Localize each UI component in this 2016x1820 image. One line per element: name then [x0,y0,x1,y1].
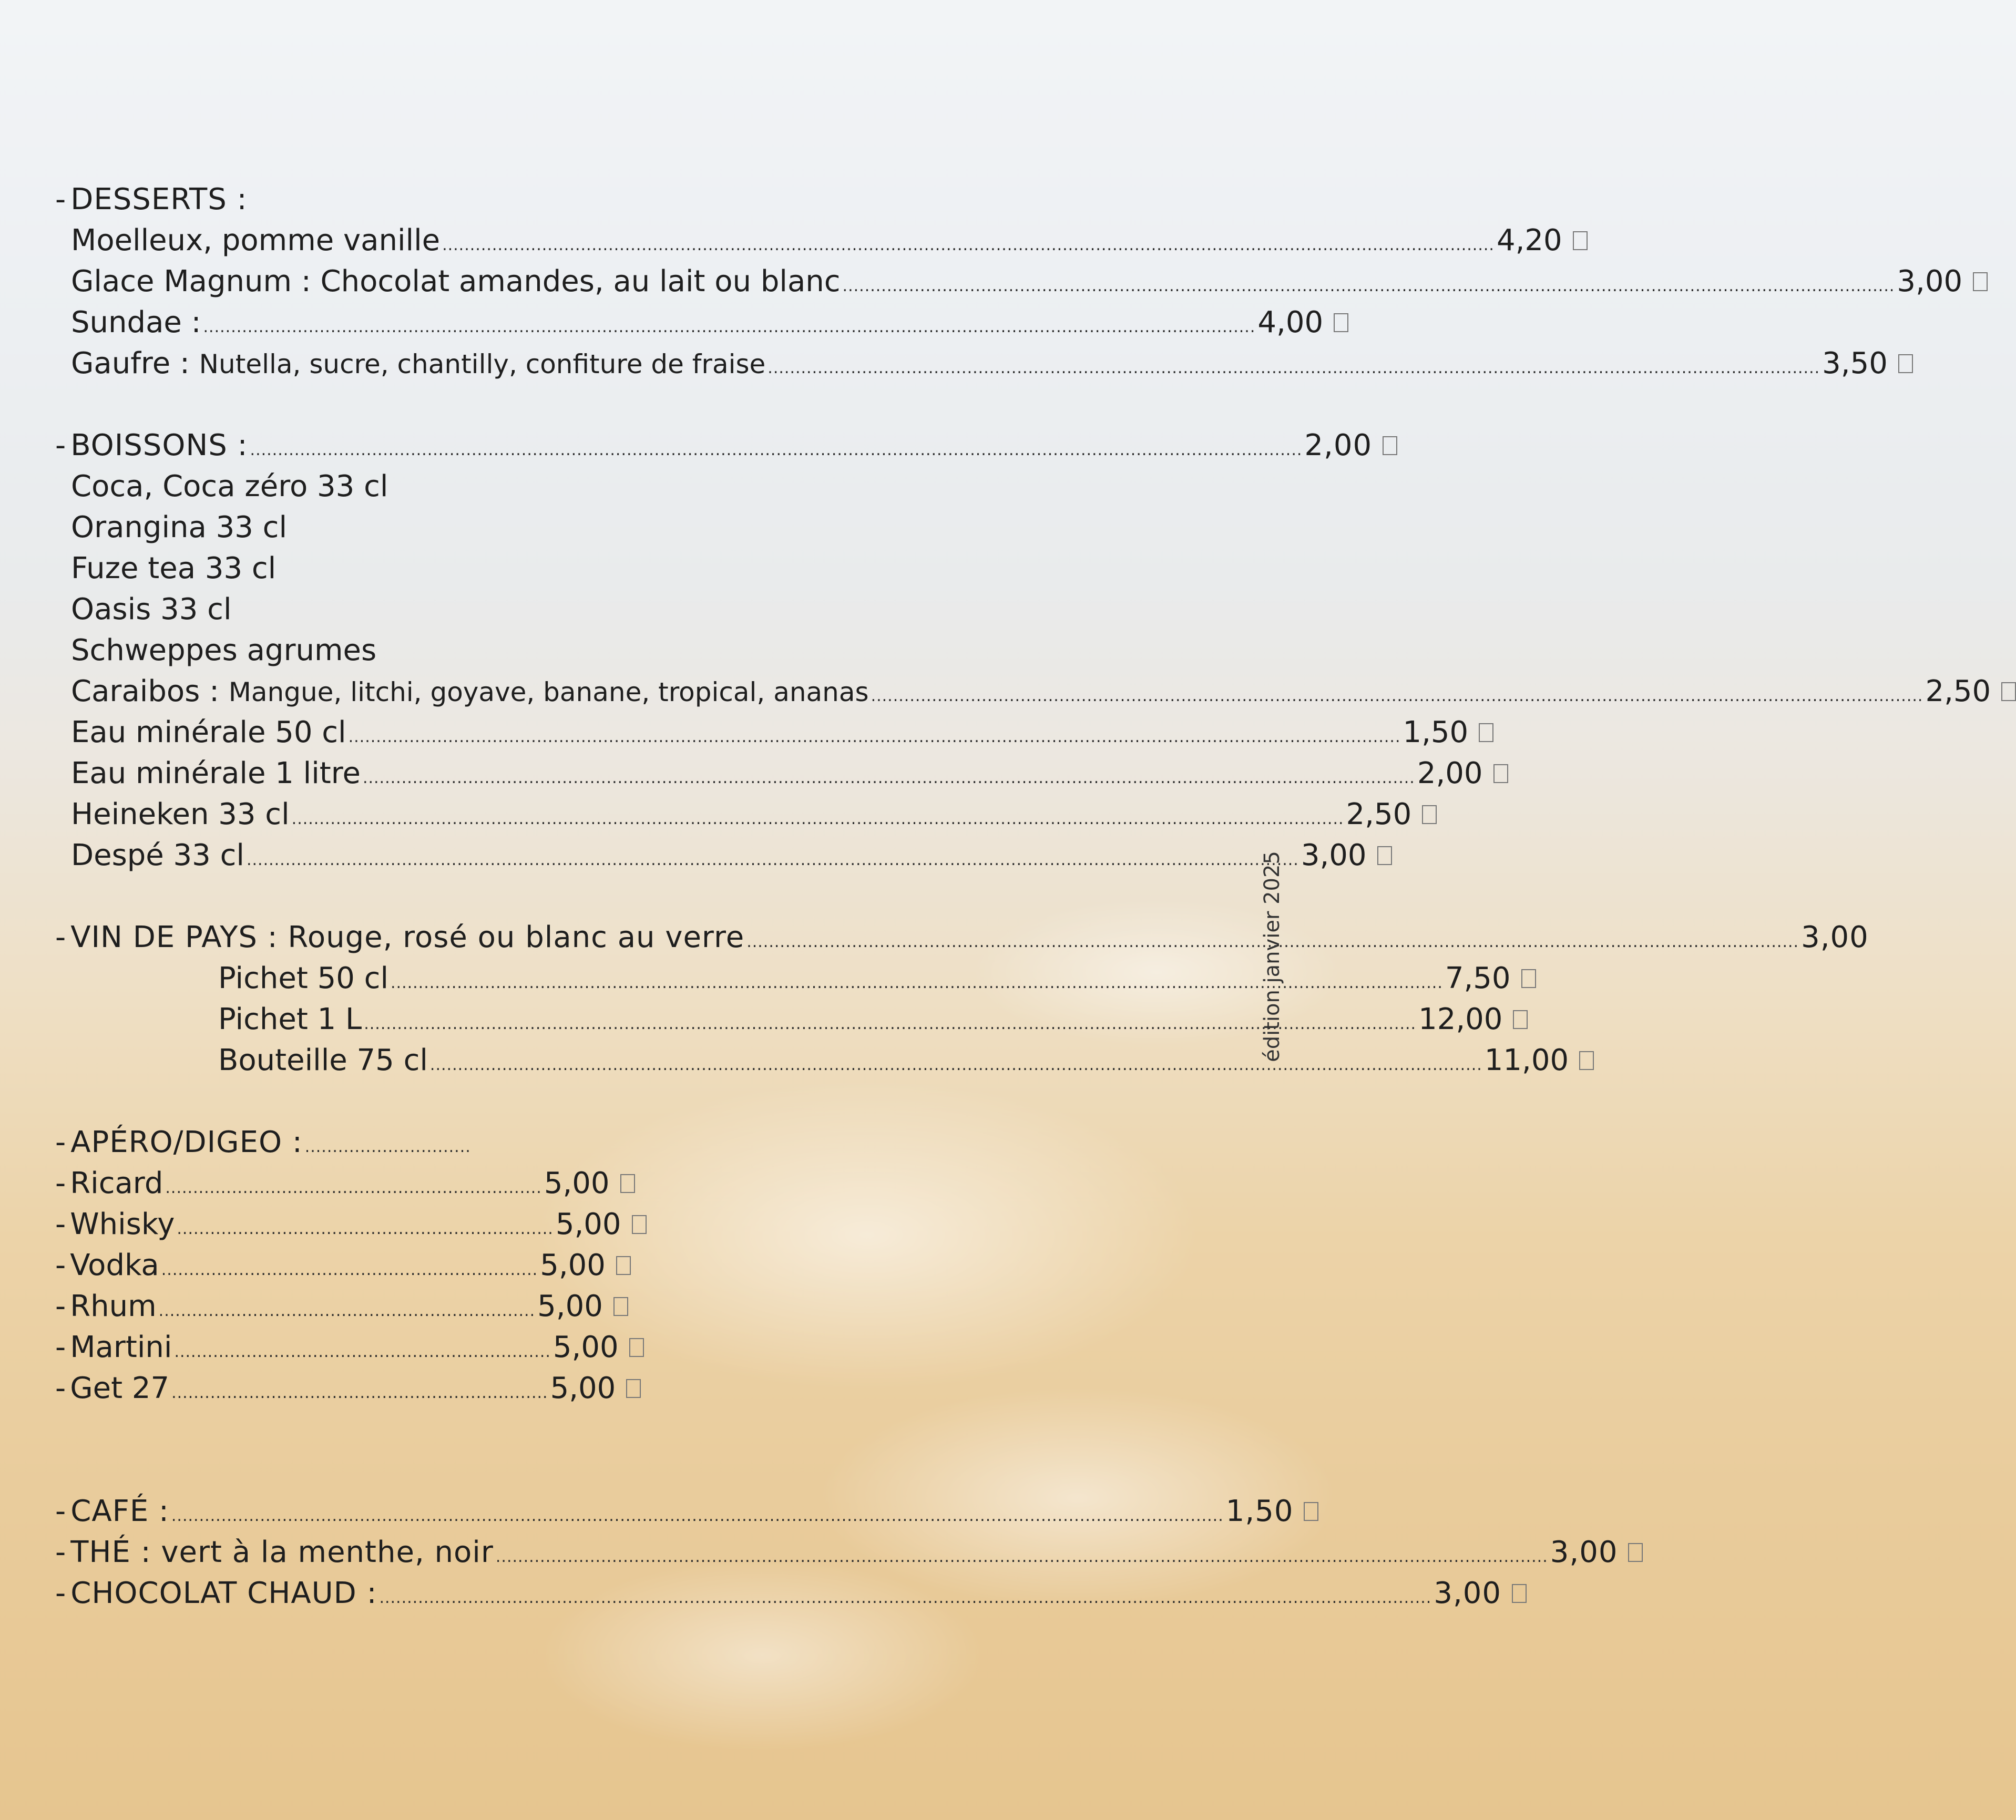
menu-item: Pichet 50 cl .............................................................................................................................................................................................. 7,50 [218,958,1196,1000]
checkbox[interactable] [1479,723,1493,742]
dot-leader: .............................................................................................................................................................................................. [442,236,1495,254]
checkbox[interactable] [1383,436,1397,455]
dot-leader: .............................................................................................................................................................................................. [871,687,1923,705]
dot-leader: .............................................................................................................................................................................................. [842,277,1895,295]
section-heading-desserts: - DESSERTS : [55,182,248,217]
menu-item: - Vodka .................................................................... 5,00 [55,1245,449,1287]
menu-item: - Rhum .................................................................... 5,00 [55,1286,444,1328]
checkbox[interactable] [1898,354,1913,373]
drink-list-item: Orangina 33 cl [71,510,288,544]
dot-leader: .............................................................................................................................................................................................. [291,810,1344,828]
dot-leader: .................................................................... [165,1179,542,1197]
drink-list-item: Coca, Coca zéro 33 cl [71,469,388,503]
section-heading-boissons: - BOISSONS : .............................................................................................................................................................................................. 2,00 [55,425,1180,467]
dot-leader: .................................................................... [171,1384,548,1402]
checkbox[interactable] [1521,969,1536,988]
checkbox[interactable] [2001,682,2016,701]
checkbox[interactable] [1573,231,1588,250]
edition-label: édition janvier 2025 [1260,851,1284,1062]
dot-leader: .............................................................................................................................................................................................. [171,1507,1224,1525]
checkbox[interactable] [1422,805,1437,824]
dot-leader: .............................................................................................................................................................................................. [391,974,1443,992]
menu-item-chocolat: - CHOCOLAT CHAUD : .............................................................................................................................................................................................. 3,00 [55,1572,1206,1615]
drink-list-item: Oasis 33 cl [71,592,232,626]
menu-item: Sundae : .............................................................................................................................................................................................. 4,00 [71,302,1180,344]
dot-leader: .................................................................... [174,1343,551,1361]
checkbox[interactable] [1973,272,1988,291]
checkbox[interactable] [1512,1584,1527,1603]
checkbox[interactable] [629,1338,644,1357]
menu-item: Glace Magnum : Chocolat amandes, au lait ou blanc .............................................................................................................................................................................................. 3,00 [71,261,1180,303]
section-heading-vin: - VIN DE PAYS : Rouge, rosé ou blanc au verre .............................................................................................................................................................................................. 3,00 [55,917,1164,959]
menu-item: - Martini .................................................................... 5,00 [55,1327,444,1369]
menu-item: Moelleux, pomme vanille .............................................................................................................................................................................................. 4,20 [71,220,1180,262]
checkbox[interactable] [1493,764,1508,783]
dot-leader: .............................................................................................................................................................................................. [767,359,1820,377]
dot-leader: .............................................................................................................................................................................................. [746,933,1799,951]
menu-item: Despé 33 cl .............................................................................................................................................................................................. 3,00 [71,835,1196,877]
drink-list-item: Fuze tea 33 cl [71,551,277,585]
menu-item: Heineken 33 cl .............................................................................................................................................................................................. 2,50 [71,794,1196,836]
menu-item: Gaufre : Nutella, sucre, chantilly, confiture de fraise .............................................................................................................................................................................................. 3,50 [71,343,1180,385]
dot-leader: .............................................................................................................................................................................................. [429,1056,1482,1074]
dot-leader: .............................................................................................................................................................................................. [495,1548,1548,1566]
drink-list-item: Schweppes agrumes [71,633,377,667]
checkbox[interactable] [1513,1010,1528,1029]
dot-leader: .............................................................................................................................................................................................. [348,728,1401,746]
checkbox[interactable] [1304,1502,1318,1521]
checkbox[interactable] [626,1379,641,1398]
section-heading-apero: - APÉRO/DIGEO : .............................. [55,1122,402,1164]
menu-item: - Get 27 .................................................................... 5,00 [55,1367,439,1410]
checkbox[interactable] [632,1215,647,1234]
dot-leader: .................................................................... [161,1261,538,1279]
checkbox[interactable] [616,1256,631,1275]
dot-leader: .............................................................................................................................................................................................. [379,1589,1432,1607]
menu-item: Eau minérale 1 litre .............................................................................................................................................................................................. 2,00 [71,753,1196,795]
dot-leader: .............................. [304,1138,471,1156]
checkbox[interactable] [613,1297,628,1316]
menu-item: - Ricard .................................................................... 5,00 [55,1163,444,1205]
menu-item: - Whisky .................................................................... 5,00 [55,1204,444,1246]
menu-item: Bouteille 75 cl .............................................................................................................................................................................................. 11,00 [218,1040,1196,1082]
menu-item: Eau minérale 50 cl .............................................................................................................................................................................................. 1,50 [71,712,1196,754]
dot-leader: .............................................................................................................................................................................................. [250,441,1303,459]
dot-leader: .............................................................................................................................................................................................. [246,851,1299,869]
checkbox[interactable] [620,1174,635,1193]
checkbox[interactable] [1628,1543,1643,1562]
menu-item-cafe: - CAFÉ : .............................................................................................................................................................................................. 1,50 [55,1490,1199,1533]
menu-item: Caraibos : Mangue, litchi, goyave, banane, tropical, ananas .............................................................................................................................................................................................. 2,50 [71,671,1196,713]
checkbox[interactable] [1377,846,1392,865]
dot-leader: .............................................................................................................................................................................................. [362,769,1415,787]
dot-leader: .............................................................................................................................................................................................. [203,318,1256,336]
dot-leader: .............................................................................................................................................................................................. [364,1015,1417,1033]
menu-item-the: - THÉ : vert à la menthe, noir .............................................................................................................................................................................................. 3,00 [55,1531,1206,1574]
dot-leader: .................................................................... [177,1220,554,1238]
checkbox[interactable] [1579,1051,1594,1070]
checkbox[interactable] [1334,313,1348,332]
menu-item: Pichet 1 L .............................................................................................................................................................................................. 12,00 [218,999,1196,1041]
dot-leader: .................................................................... [158,1302,536,1320]
